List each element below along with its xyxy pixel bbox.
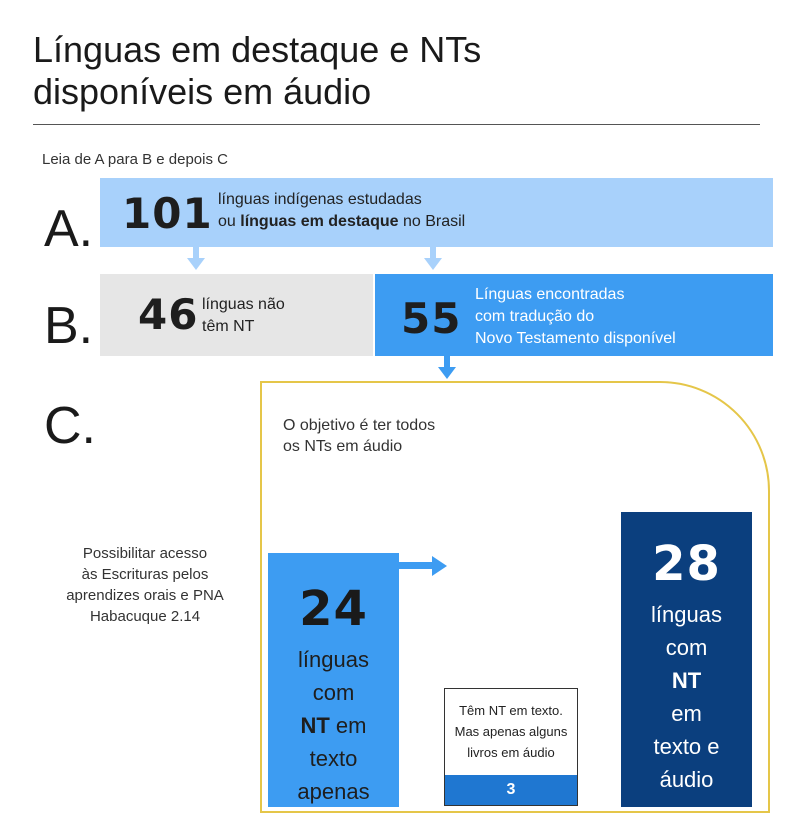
section-c-letter: C. [44, 397, 96, 455]
goal-text: O objetivo é ter todos os NTs em áudio [283, 417, 436, 455]
section-a-number: 101 [122, 189, 213, 238]
section-a-text-line-2: ou línguas em destaque no Brasil [218, 213, 466, 230]
section-a-text-line-1: línguas indígenas estudadas [218, 191, 422, 208]
bar-text-only-label: línguas com NT em texto apenas [297, 647, 370, 804]
arrow-down-icon [424, 258, 442, 270]
section-b-left-number: 46 [138, 290, 199, 339]
section-b-right-text-line-2: com tradução do [475, 308, 595, 325]
bar-partial-audio-label: Têm NT em texto. Mas apenas alguns livros em áudio [454, 703, 568, 760]
bar-full-audio-label: línguas com NT em texto e áudio [651, 602, 722, 792]
section-b-left-text-line-2: têm NT [202, 318, 255, 335]
bar-full-audio-number: 28 [652, 536, 721, 592]
bar-partial-audio [444, 688, 578, 806]
arrow-down-icon [438, 367, 456, 379]
section-a-highlight: línguas em destaque [240, 213, 399, 230]
arrow-down-icon [187, 258, 205, 270]
section-b-right-text-line-3: Novo Testamento disponível [475, 330, 676, 347]
bar-text-only [268, 553, 399, 807]
reading-instruction: Leia de A para B e depois C [42, 151, 228, 168]
section-a-box [100, 178, 773, 247]
section-a-letter: A. [44, 200, 94, 258]
page-title-line-1: Línguas em destaque e NTs [33, 29, 482, 70]
page-title-line-2: disponíveis em áudio [33, 71, 372, 112]
bar-partial-audio-number: 3 [445, 775, 577, 805]
bar-text-only-number: 24 [299, 581, 368, 637]
section-b-letter: B. [44, 297, 94, 355]
arrow-right-stem [399, 562, 433, 569]
section-b-right-box [375, 274, 773, 356]
bar-full-audio [621, 512, 752, 807]
section-b-right-text-line-1: Línguas encontradas [475, 286, 625, 303]
side-note: Possibilitar acesso às Escrituras pelos aprendizes orais e PNA Habacuque 2.14 [66, 545, 224, 625]
section-b-right-number: 55 [401, 294, 462, 343]
title-divider [33, 124, 760, 125]
arrow-right-icon [432, 556, 447, 576]
section-b-left-text-line-1: línguas não [202, 296, 285, 313]
section-b-left-box [100, 274, 373, 356]
